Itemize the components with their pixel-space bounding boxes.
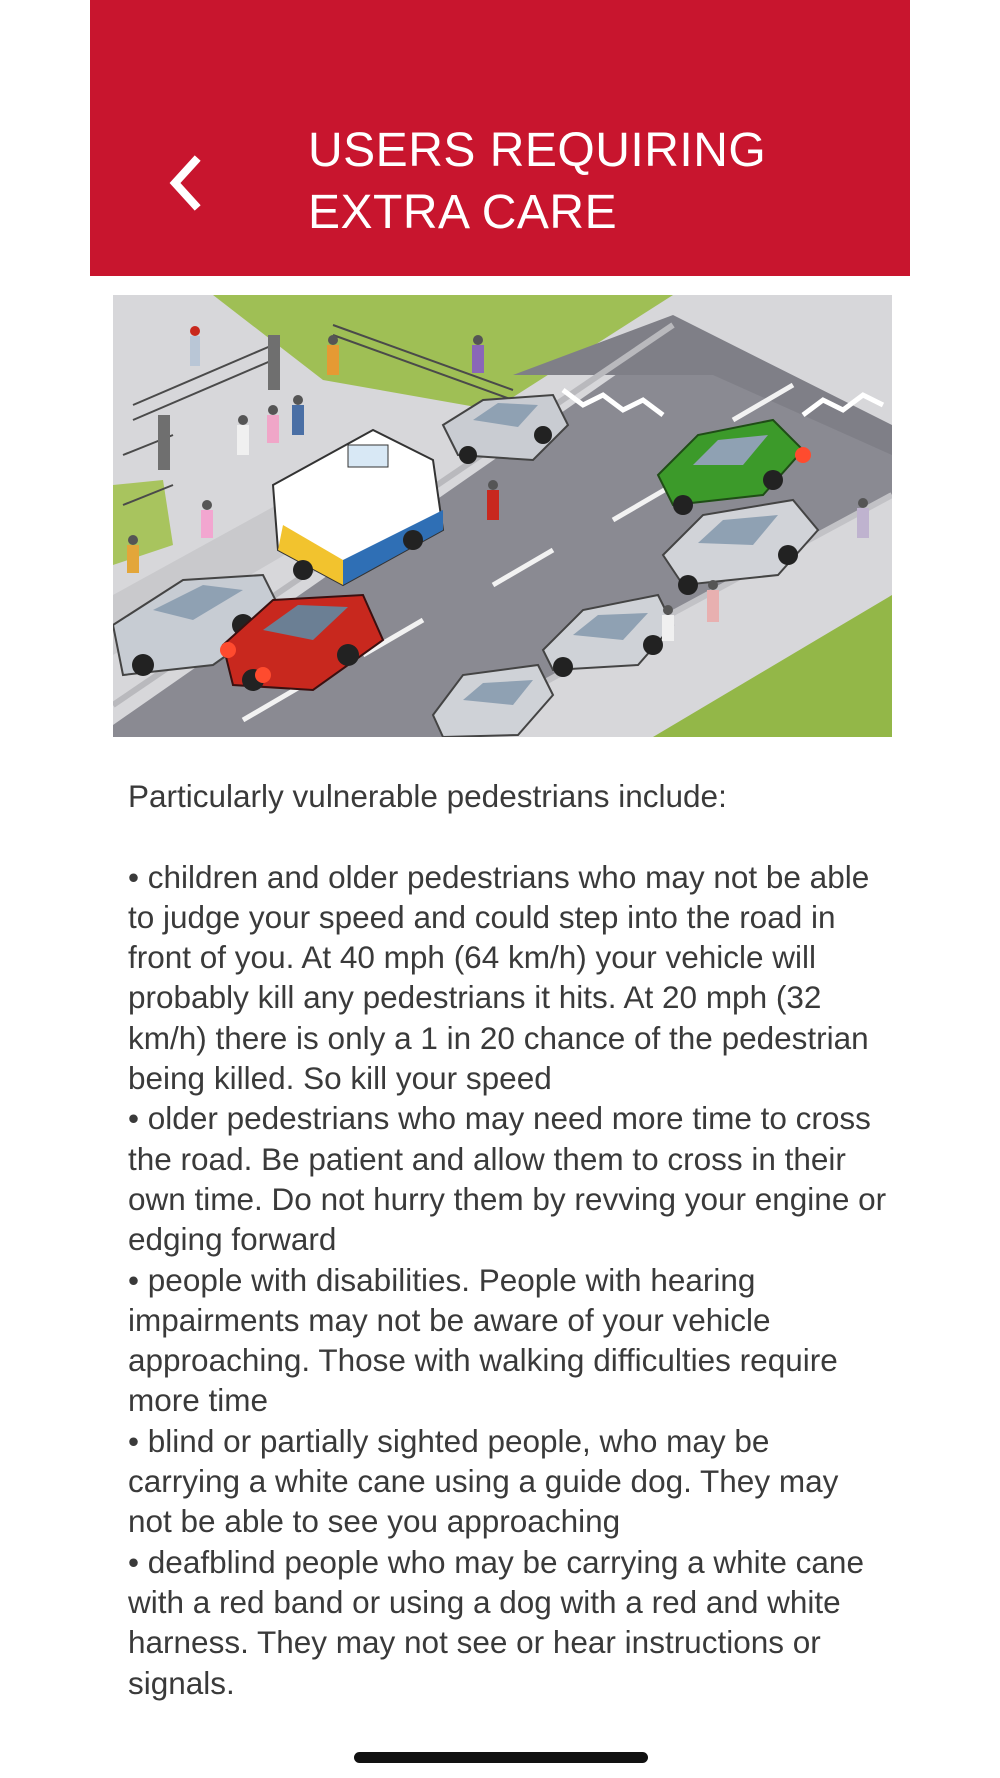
page-title-line-2: EXTRA CARE <box>308 186 618 239</box>
home-indicator[interactable] <box>354 1752 648 1763</box>
header-bar <box>90 0 910 276</box>
bullet-item: • people with disabilities. People with hearing impairments may not be aware of your vehicle approaching. Those with walking difficulties require more time <box>128 1261 838 1419</box>
bullet-item: • blind or partially sighted people, who may be carrying a white cane using a guide dog. They may not be able to see you approaching <box>128 1422 839 1540</box>
article-body <box>128 776 888 1703</box>
intro-text: Particularly vulnerable pedestrians include: <box>128 778 727 814</box>
bullet-item: • older pedestrians who may need more time to cross the road. Be patient and allow them to cross in their own time. Do not hurry them by revving your engine or edging forward <box>128 1100 887 1258</box>
chevron-left-icon <box>165 153 205 213</box>
road-scene-illustration <box>113 295 892 737</box>
page-title <box>308 120 868 244</box>
bullet-item: • children and older pedestrians who may not be able to judge your speed and could step into the road in front of you. At 40 mph (64 km/h) your vehicle will probably kill any pedestrians it hits. At 20 mph (32 km/h) there is only a 1 in 20 chance of the pedestrian being killed. So kill your speed <box>128 858 870 1097</box>
back-button[interactable] <box>150 138 220 228</box>
road-scene-image <box>113 295 892 737</box>
page-title-line-1: USERS REQUIRING <box>308 124 767 177</box>
bullet-item: • deafblind people who may be carrying a white cane with a red band or using a dog with a red and white harness. They may not see or hear instructions or signals. <box>128 1543 864 1701</box>
